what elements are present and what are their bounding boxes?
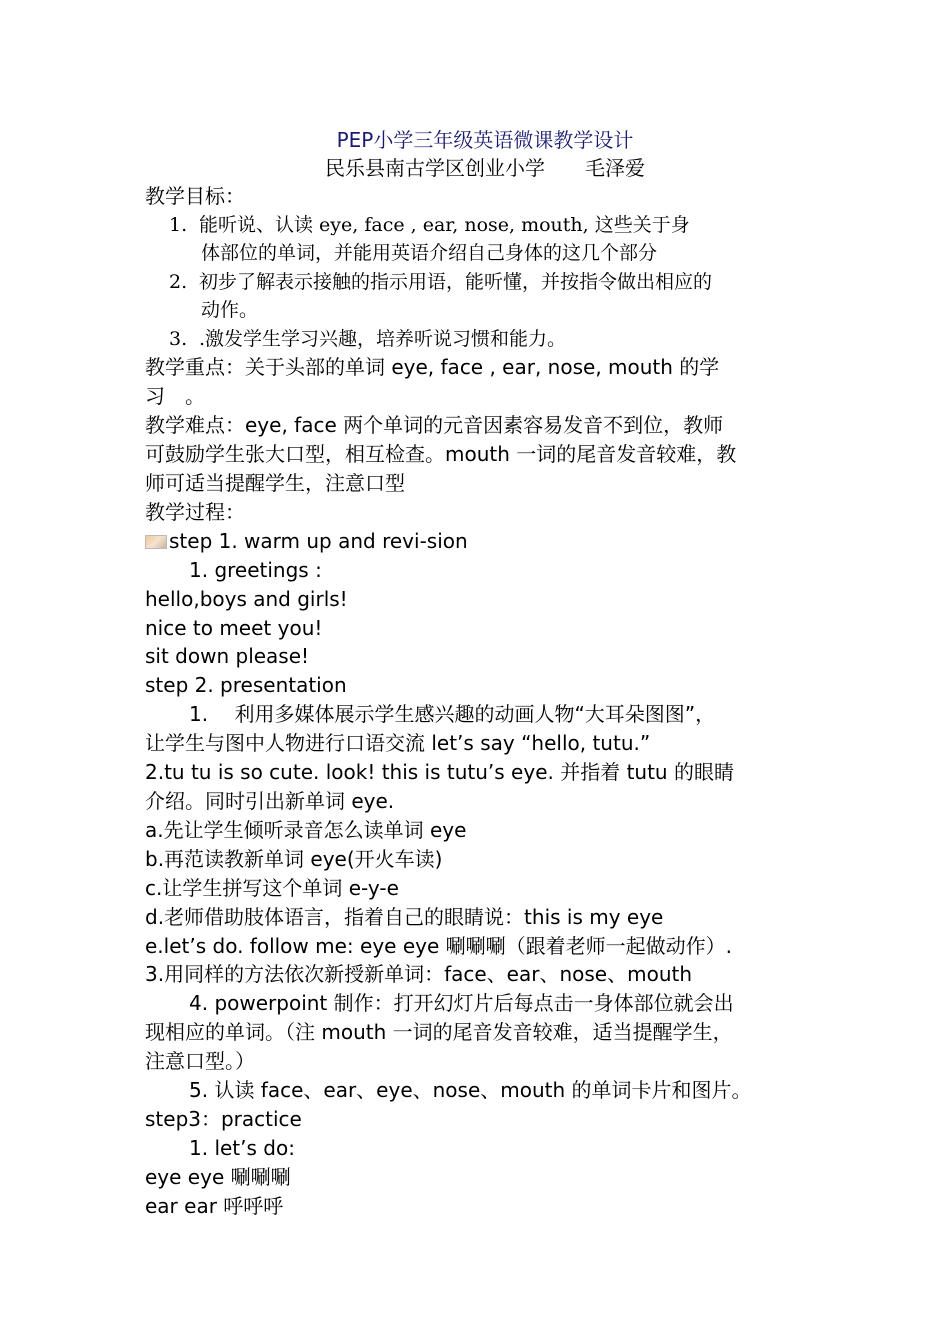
presentation-sub-b: b.再范读教新单词 eye(开火车读): [145, 846, 443, 871]
presentation-item-4-end: 注意口型。）: [145, 1049, 255, 1074]
key-point-line-2: 习 。: [145, 384, 205, 409]
goal-text: 初步了解表示接触的指示用语，能听懂，并按指令做出相应的: [199, 270, 713, 293]
difficulty-line-1: 教学难点：eye, face 两个单词的元音因素容易发音不到位，教师: [145, 413, 724, 438]
presentation-item-3: 3.用同样的方法依次新授新单词：face、ear、nose、mouth: [145, 962, 693, 987]
document-title: PEP小学三年级英语微课教学设计: [336, 128, 634, 152]
presentation-item-4: 4. powerpoint 制作：打开幻灯片后每点击一身体部位就会出: [189, 991, 734, 1016]
greeting-line-1: hello,boys and girls!: [145, 586, 348, 611]
process-label: 教学过程：: [145, 499, 245, 524]
goal-text: .激发学生学习兴趣，培养听说习惯和能力。: [199, 327, 567, 350]
greeting-line-2: nice to meet you!: [145, 615, 323, 640]
step2-heading: step 2. presentation: [145, 673, 347, 698]
goal-text-continued: 体部位的单词，并能用英语介绍自己身体的这几个部分: [201, 242, 658, 265]
key-point-line-1: 教学重点：关于头部的单词 eye, face , ear, nose, mouth 的学: [145, 355, 720, 380]
difficulty-line-2: 可鼓励学生张大口型，相互检查。mouth 一词的尾音发音较难，教: [145, 442, 737, 467]
presentation-sub-e: e.let’s do. follow me: eye eye 唰唰唰（跟着老师一起做动作）.: [145, 933, 732, 958]
goal-number: 2.: [169, 270, 188, 293]
practice-item-1: 1. let’s do:: [189, 1135, 295, 1160]
presentation-sub-a: a.先让学生倾听录音怎么读单词 eye: [145, 817, 467, 842]
difficulty-line-3: 师可适当提醒学生，注意口型: [145, 471, 405, 496]
chant-line-2: ear ear 呼呼呼: [145, 1193, 284, 1218]
presentation-sub-d: d.老师借助肢体语言，指着自己的眼睛说：this is my eye: [145, 904, 664, 929]
greetings-item: 1. greetings :: [189, 557, 322, 582]
presentation-item-4-continued: 现相应的单词。（注 mouth 一词的尾音发音较难，适当提醒学生，: [145, 1020, 733, 1045]
presentation-item-1-continued: 让学生与图中人物进行口语交流 let’s say “hello, tutu.”: [145, 731, 651, 756]
presentation-item-2: 2.tu tu is so cute. look! this is tutu’s eye. 并指着 tutu 的眼睛: [145, 760, 734, 785]
goal-number: 3.: [169, 327, 188, 350]
chant-line-1: eye eye 唰唰唰: [145, 1164, 291, 1189]
presentation-item-1: 1. 利用多媒体展示学生感兴趣的动画人物“大耳朵图图”，: [189, 702, 716, 727]
presentation-item-2-continued: 介绍。同时引出新单词 eye.: [145, 789, 395, 813]
inline-image-icon: [145, 535, 167, 549]
goal-item-1: [145, 211, 825, 268]
goals-label: 教学目标：: [145, 184, 245, 208]
presentation-item-5: 5. 认读 face、ear、eye、nose、mouth 的单词卡片和图片。: [189, 1078, 752, 1103]
step3-heading: step3：practice: [145, 1106, 302, 1131]
goal-text-continued: 动作。: [201, 299, 259, 322]
goal-text: 能听说、认读 eye, face , ear, nose, mouth, 这些关于身: [199, 213, 690, 236]
presentation-sub-c: c.让学生拼写这个单词 e-y-e: [145, 875, 399, 900]
goal-item-3: [145, 325, 825, 354]
step1-heading: [145, 527, 825, 556]
goal-item-2: [145, 268, 825, 325]
step1-text: step 1. warm up and revi-sion: [169, 528, 468, 553]
goal-number: 1.: [169, 213, 188, 236]
document-subtitle: 民乐县南古学区创业小学 毛泽爱: [325, 156, 645, 180]
greeting-line-3: sit down please!: [145, 644, 310, 669]
document-page: [145, 122, 825, 1221]
